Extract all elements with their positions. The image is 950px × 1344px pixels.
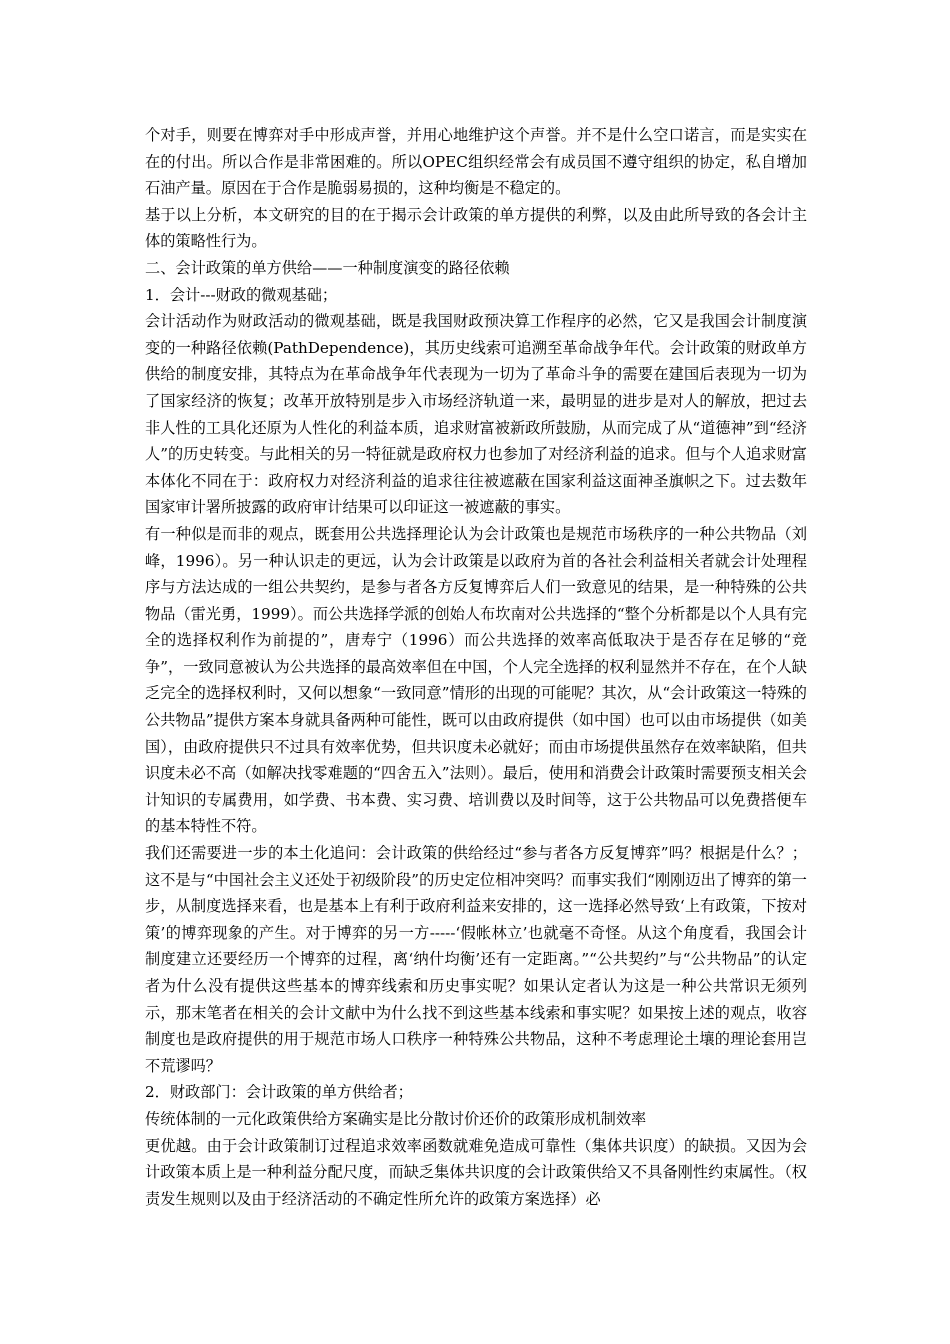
paragraph-traditional-system: 传统体制的一元化政策供给方案确实是比分散讨价还价的政策形成机制效率: [145, 1109, 647, 1128]
paragraph-localized-questioning: 我们还需要进一步的本土化追问：会计政策的供给经过“参与者各方反复博弈”吗？根据是什么？；这不是与“中国社会主义还处于初级阶段”的历史定位相冲突吗？而事实我们“刚刚迈出了博弈的第一步，从制度选择来看，也是基本上有利于政府利益来安排的，这一选择必然导致‘上有政策，下按对策’的博弈现象的产生。对于博弈的另一方-----‘假帐林立’也就毫不奇怪。从这个角度看，我国会计制度建立还要经历一个博弈的过程，离‘纳什均衡’还有一定距离。”“公共契约”与“公共物品”的认定者为什么没有提供这些基本的博弈线索和历史事实呢？如果认定者认为这是一种公共常识无须列示，那末笔者在相关的会计文献中为什么找不到这些基本线索和事实呢？如果按上述的观点，收容制度也是政府提供的用于规范市场人口秩序一种特殊公共物品，这种不考虑理论土壤的理论套用岂不荒谬吗？: [145, 844, 807, 1075]
paragraph-accounting-fiscal-basis: 会计活动作为财政活动的微观基础，既是我国财政预决算工作程序的必然，它又是我国会计制度演变的一种路径依赖(PathDependence)，其历史线索可追溯至革命战争年代。会计政策的财政单方供给的制度安排，其特点为在革命战争年代表现为一切为了革命斗争的需要在建国后表现为一切为了国家经济的恢复；改革开放特别是步入市场经济轨道一来，最明显的进步是对人的解放，把过去非人性的工具化还原为人性化的利益本质，追求财富被新政所鼓励，从而完成了从“道德神”到“经济人”的历史转变。与此相关的另一特征就是政府权力也参加了对经济利益的追求。但与个人追求财富本体化不同在于：政府权力对经济利益的追求往往被遮蔽在国家利益这面神圣旗帜之下。过去数年国家审计署所披露的政府审计结果可以印证这一被遮蔽的事实。: [145, 312, 807, 517]
paragraph-public-goods-view: 有一种似是而非的观点，既套用公共选择理论认为会计政策也是规范市场秩序的一种公共物品（刘峰，1996）。另一种认识走的更远，认为会计政策是以政府为首的各社会利益相关者就会计处理程序与方法达成的一组公共契约，是参与者各方反复博弈后人们一致意见的结果，是一种特殊的公共物品（雷光勇，1999）。而公共选择学派的创始人布坎南对公共选择的“整个分析都是以个人具有完全的选择权利作为前提的”，唐寿宁（1996）而公共选择的效率高低取决于是否存在足够的“竞争”，一致同意被认为公共选择的最高效率但在中国，个人完全选择的权利显然并不存在，在个人缺乏完全的选择权利时，又何以想象“一致同意”情形的出现的可能呢？其次，从“会计政策这一特殊的公共物品”提供方案本身就具备两种可能性，既可以由政府提供（如中国）也可以由市场提供（如美国），由政府提供只不过具有效率优势，但共识度未必就好；而由市场提供虽然存在效率缺陷，但共识度未必不高（如解决找零难题的“四舍五入”法则）。最后，使用和消费会计政策时需要预支相关会计知识的专属费用，如学费、书本费、实习费、培训费以及时间等，这于公共物品可以免费搭便车的基本特性不符。: [145, 524, 807, 836]
section-heading-2: 二、会计政策的单方供给——一种制度演变的路径依赖: [145, 258, 510, 277]
document-page: [145, 122, 807, 1212]
paragraph-opec-cooperation: 个对手，则要在博弈对手中形成声誉，并用心地维护这个声誉。并不是什么空口诺言，而是实实在在的付出。所以合作是非常困难的。所以OPEC组织经常会有成员国不遵守组织的协定，私自增加石油产量。原因在于合作是脆弱易损的，这种均衡是不稳定的。: [145, 126, 807, 198]
paragraph-research-purpose: 基于以上分析，本文研究的目的在于揭示会计政策的单方提供的利弊，以及由此所导致的各会计主体的策略性行为。: [145, 205, 807, 251]
subheading-2: 2．财政部门：会计政策的单方供给者；: [145, 1083, 413, 1102]
subheading-1: 1．会计---财政的微观基础；: [145, 285, 338, 304]
paragraph-efficiency-tradeoff: 更优越。由于会计政策制订过程追求效率函数就难免造成可靠性（集体共识度）的缺损。又因为会计政策本质上是一种利益分配尺度，而缺乏集体共识度的会计政策供给又不具备刚性约束属性。（权责发生规则以及由于经济活动的不确定性所允许的政策方案选择）必: [145, 1136, 807, 1208]
